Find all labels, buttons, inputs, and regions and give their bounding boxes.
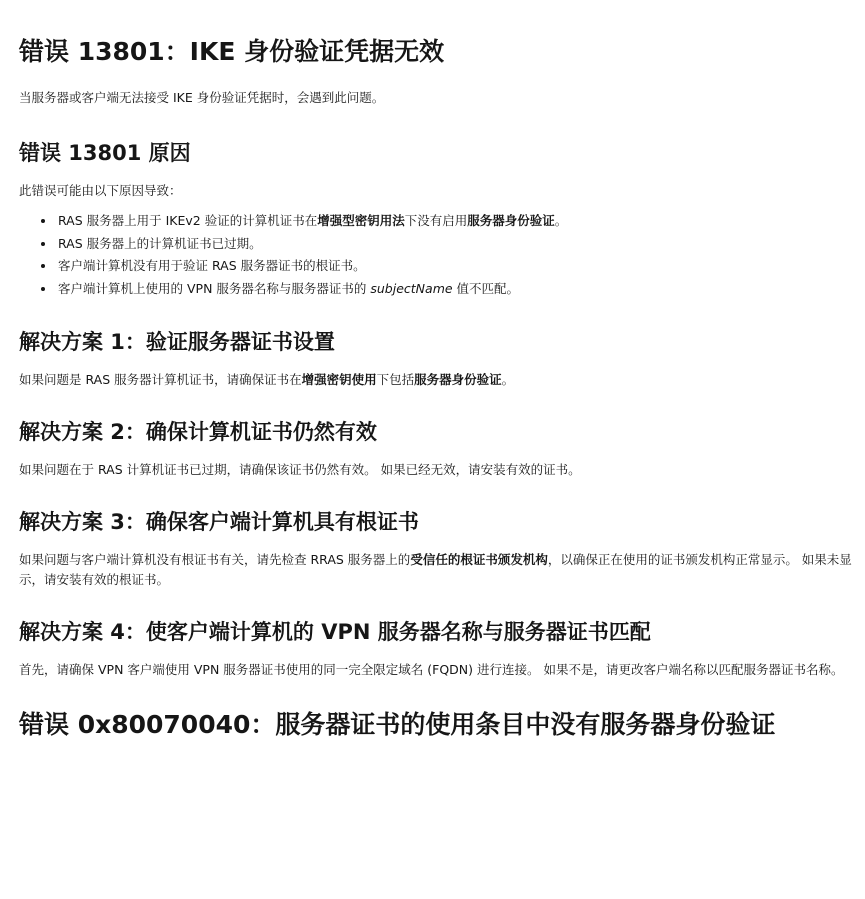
solution-4-text: 首先，请确保 VPN 客户端使用 VPN 服务器证书使用的同一完全限定域名 (FQDN) 进行连接。 如果不是，请更改客户端名称以匹配服务器证书名称。 <box>19 662 844 677</box>
solution-3-text: 如果问题与客户端计算机没有根证书有关，请先检查 RRAS 服务器上的受信任的根证书颁发机构，以确保正在使用的证书颁发机构正常显示。 如果未显示，请安装有效的根证书。 <box>19 552 852 587</box>
list-item: • 客户端计算机没有用于验证 RAS 服务器证书的根证书。 <box>56 255 865 278</box>
list-item: • 客户端计算机上使用的 VPN 服务器名称与服务器证书的 subjectName 值不匹配。 <box>56 278 865 301</box>
cause-section <box>19 138 865 300</box>
solution-1-heading: 解决方案 1：验证服务器证书设置 <box>19 330 335 354</box>
cause-heading: 错误 13801 原因 <box>19 141 191 165</box>
solution-2-text: 如果问题在于 RAS 计算机证书已过期，请确保该证书仍然有效。 如果已经无效，请安装有效的证书。 <box>19 462 581 477</box>
cause-lead: 此错误可能由以下原因导致： <box>19 183 182 198</box>
cause-list <box>19 210 865 300</box>
solution-4-heading: 解决方案 4：使客户端计算机的 VPN 服务器名称与服务器证书匹配 <box>19 620 651 644</box>
solution-1-section <box>19 327 865 390</box>
page-title: 错误 13801：IKE 身份验证凭据无效 <box>19 37 445 66</box>
article-content <box>19 34 865 743</box>
solution-3-section <box>19 507 865 590</box>
solution-2-heading: 解决方案 2：确保计算机证书仍然有效 <box>19 420 377 444</box>
solution-3-heading: 解决方案 3：确保客户端计算机具有根证书 <box>19 510 419 534</box>
list-item: • RAS 服务器上用于 IKEv2 验证的计算机证书在增强型密钥用法下没有启用服务器身份验证。 <box>56 210 865 233</box>
list-item: • RAS 服务器上的计算机证书已过期。 <box>56 233 865 256</box>
intro-paragraph: 当服务器或客户端无法接受 IKE 身份验证凭据时，会遇到此问题。 <box>19 90 385 105</box>
solution-2-section <box>19 417 865 480</box>
solution-1-text: 如果问题是 RAS 服务器计算机证书，请确保证书在增强密钥使用下包括服务器身份验证。 <box>19 372 515 387</box>
error-13801-section <box>19 34 865 108</box>
next-error-title: 错误 0x80070040：服务器证书的使用条目中没有服务器身份验证 <box>19 710 776 739</box>
solution-4-section <box>19 617 865 680</box>
